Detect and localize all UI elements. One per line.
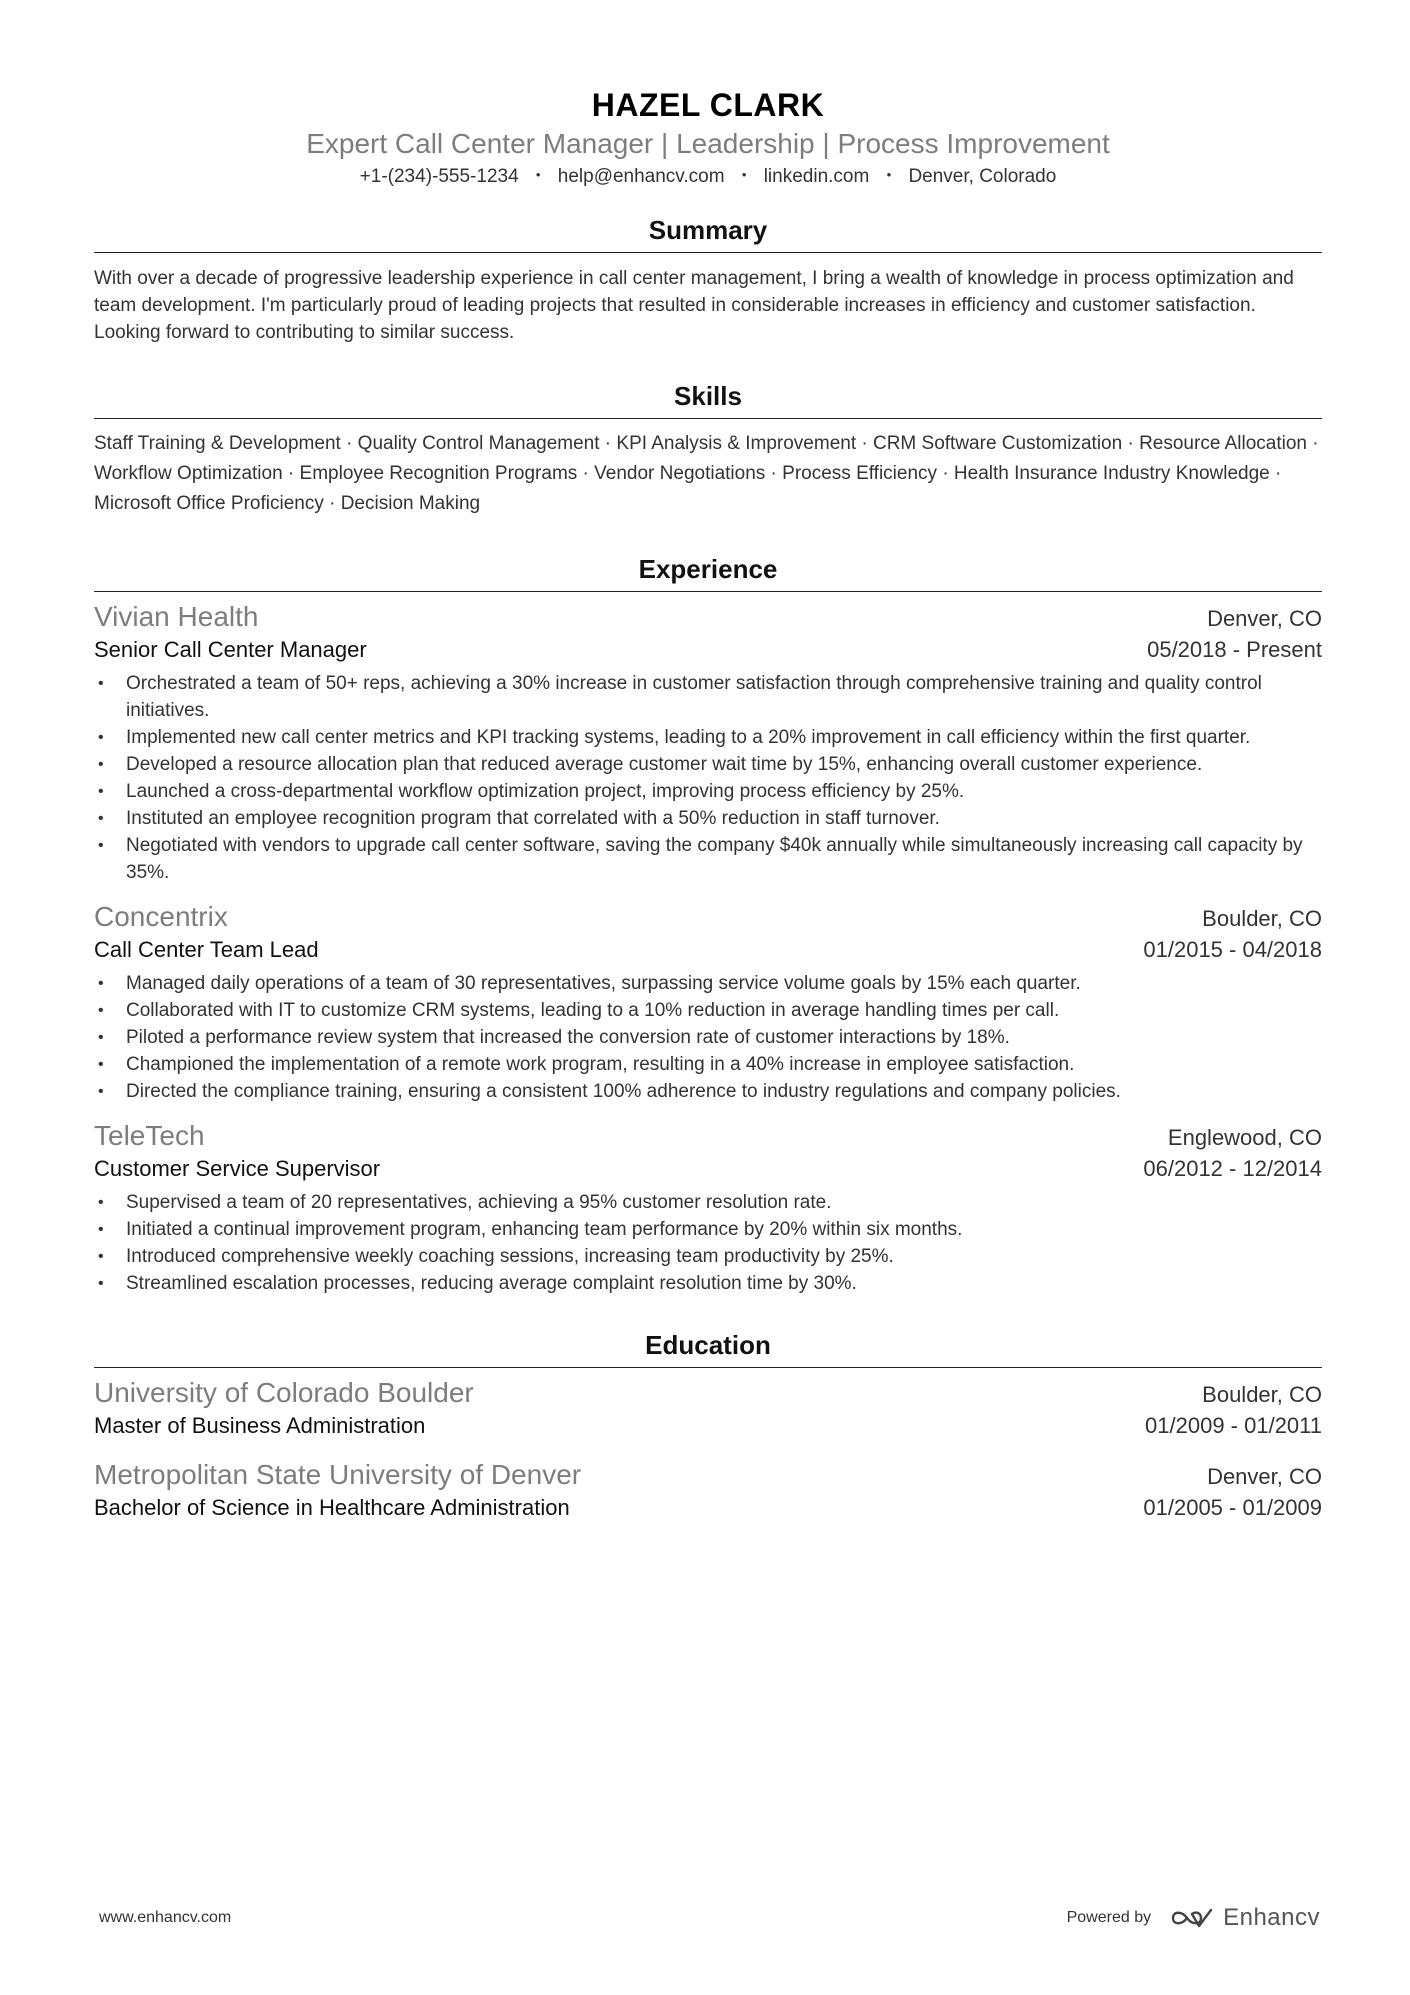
company-name: Vivian Health: [94, 601, 259, 633]
job-location: Denver, CO: [1207, 606, 1322, 632]
experience-entry: [94, 900, 1322, 1105]
bullet-icon: •: [98, 756, 104, 774]
enhancv-logo-icon: [1169, 1906, 1215, 1930]
achievement-list: [94, 970, 1322, 1105]
achievement-text: Launched a cross-departmental workflow optimization project, improving process efficiency by 25%.: [126, 781, 965, 803]
achievement-item: [98, 1270, 1322, 1297]
bullet-icon: •: [98, 783, 104, 801]
degree-name: Master of Business Administration: [94, 1413, 426, 1439]
job-title: Customer Service Supervisor: [94, 1156, 381, 1182]
achievement-item: [98, 778, 1322, 805]
section-title-education: Education: [94, 1329, 1322, 1368]
achievement-item: [98, 1078, 1322, 1105]
powered-by-label: Powered by: [1066, 1909, 1152, 1926]
entry-subheader: [94, 934, 1322, 966]
achievement-item: [98, 1051, 1322, 1078]
achievement-list: [94, 670, 1322, 886]
achievement-item: [98, 1189, 1322, 1216]
bullet-icon: •: [98, 810, 104, 828]
summary-section: [94, 214, 1322, 346]
contact-separator: •: [886, 167, 892, 182]
enhancv-logo[interactable]: [1169, 1904, 1320, 1932]
bullet-icon: •: [98, 975, 104, 993]
achievement-text: Directed the compliance training, ensuring a consistent 100% adherence to industry regulations and company policies.: [126, 1081, 1121, 1103]
summary-text: With over a decade of progressive leadership experience in call center management, I bring a wealth of knowledge in process optimization and team development. I'm particularly proud of leading projects that resulted in considerable increases in efficiency and customer satisfaction. Looking forward to contributing to similar success.: [94, 268, 1294, 344]
page-footer: [99, 1904, 1320, 1932]
contact-email: help@enhancv.com: [557, 166, 725, 188]
achievement-text: Orchestrated a team of 50+ reps, achieving a 30% increase in customer satisfaction through comprehensive training and quality control initiatives.: [126, 673, 1262, 722]
bullet-icon: •: [98, 1275, 104, 1293]
bullet-icon: •: [98, 1248, 104, 1266]
resume-page: [94, 0, 1322, 1524]
bullet-icon: •: [98, 837, 104, 855]
job-dates: 01/2015 - 04/2018: [1143, 937, 1322, 963]
achievement-item: [98, 670, 1322, 724]
school-name: Metropolitan State University of Denver: [94, 1459, 582, 1491]
bullet-icon: •: [98, 1083, 104, 1101]
company-name: Concentrix: [94, 901, 228, 933]
candidate-headline: Expert Call Center Manager | Leadership | Process Improvement: [306, 128, 1110, 159]
education-dates: 01/2009 - 01/2011: [1145, 1413, 1322, 1439]
achievement-item: [98, 1024, 1322, 1051]
school-location: Denver, CO: [1207, 1464, 1322, 1490]
contact-phone: +1-(234)-555-1234: [359, 166, 519, 188]
education-section: [94, 1329, 1322, 1524]
contact-separator: •: [535, 167, 541, 182]
entry-header: [94, 1458, 1322, 1492]
footer-branding: [1067, 1904, 1320, 1932]
section-title-skills: Skills: [94, 380, 1322, 419]
education-entry: [94, 1376, 1322, 1442]
degree-name: Bachelor of Science in Healthcare Administration: [94, 1495, 570, 1521]
bullet-icon: •: [98, 1056, 104, 1074]
contact-separator: •: [741, 167, 747, 182]
experience-entry: [94, 600, 1322, 886]
bullet-icon: •: [98, 1221, 104, 1239]
enhancv-brand-name: Enhancv: [1223, 1904, 1320, 1931]
job-dates: 05/2018 - Present: [1147, 637, 1322, 663]
job-location: Boulder, CO: [1202, 906, 1322, 932]
entry-subheader: [94, 634, 1322, 666]
bullet-icon: •: [98, 675, 104, 693]
achievement-item: [98, 724, 1322, 751]
education-entry: [94, 1458, 1322, 1524]
experience-section: [94, 553, 1322, 1297]
footer-website-link[interactable]: www.enhancv.com: [99, 1909, 232, 1926]
job-dates: 06/2012 - 12/2014: [1143, 1156, 1322, 1182]
achievement-text: Managed daily operations of a team of 30 representatives, surpassing service volume goals by 15% each quarter.: [126, 973, 1081, 995]
achievement-text: Implemented new call center metrics and KPI tracking systems, leading to a 20% improvement in call efficiency within the first quarter.: [126, 727, 1251, 749]
achievement-list: [94, 1189, 1322, 1297]
section-title-summary: Summary: [94, 214, 1322, 253]
achievement-text: Introduced comprehensive weekly coaching sessions, increasing team productivity by 25%.: [126, 1246, 894, 1268]
entry-subheader: [94, 1153, 1322, 1185]
job-title: Call Center Team Lead: [94, 937, 319, 963]
candidate-name: HAZEL CLARK: [591, 87, 825, 123]
achievement-text: Collaborated with IT to customize CRM systems, leading to a 10% reduction in average handling times per call.: [126, 1000, 1060, 1022]
job-title: Senior Call Center Manager: [94, 637, 367, 663]
achievement-item: [98, 751, 1322, 778]
company-name: TeleTech: [94, 1120, 205, 1152]
achievement-text: Streamlined escalation processes, reducing average complaint resolution time by 30%.: [126, 1273, 857, 1295]
skills-section: [94, 380, 1322, 519]
bullet-icon: •: [98, 729, 104, 747]
contact-location: Denver, Colorado: [908, 166, 1057, 188]
contact-line: [94, 164, 1322, 190]
achievement-text: Developed a resource allocation plan that reduced average customer wait time by 15%, enhancing overall customer experience.: [126, 754, 1203, 776]
entry-header: [94, 900, 1322, 934]
achievement-text: Instituted an employee recognition program that correlated with a 50% reduction in staff turnover.: [126, 808, 940, 830]
school-name: University of Colorado Boulder: [94, 1377, 474, 1409]
achievement-text: Negotiated with vendors to upgrade call center software, saving the company $40k annually while simultaneously increasing call capacity by 35%.: [126, 835, 1303, 884]
achievement-item: [98, 1216, 1322, 1243]
entry-header: [94, 600, 1322, 634]
job-location: Englewood, CO: [1167, 1125, 1322, 1151]
bullet-icon: •: [98, 1002, 104, 1020]
achievement-text: Piloted a performance review system that increased the conversion rate of customer interactions by 18%.: [126, 1027, 1010, 1049]
achievement-text: Initiated a continual improvement program, enhancing team performance by 20% within six months.: [126, 1219, 963, 1241]
achievement-item: [98, 805, 1322, 832]
achievement-item: [98, 832, 1322, 886]
entry-subheader: [94, 1410, 1322, 1442]
experience-entry: [94, 1119, 1322, 1297]
entry-subheader: [94, 1492, 1322, 1524]
achievement-item: [98, 997, 1322, 1024]
education-dates: 01/2005 - 01/2009: [1143, 1495, 1322, 1521]
school-location: Boulder, CO: [1202, 1382, 1322, 1408]
achievement-item: [98, 1243, 1322, 1270]
achievement-item: [98, 970, 1322, 997]
bullet-icon: •: [98, 1194, 104, 1212]
entry-header: [94, 1119, 1322, 1153]
entry-header: [94, 1376, 1322, 1410]
achievement-text: Championed the implementation of a remote work program, resulting in a 40% increase in employee satisfaction.: [126, 1054, 1075, 1076]
section-title-experience: Experience: [94, 553, 1322, 592]
skills-list: Staff Training & Development · Quality Control Management · KPI Analysis & Improvement · CRM Software Customization · Resource Allocation · Workflow Optimization · Employee Recognition Programs · Vendor Negotiations · Process Efficiency · Health Insurance Industry Knowledge · Microsoft Office Proficiency · Decision Making: [94, 433, 1319, 515]
resume-header: [94, 0, 1322, 190]
contact-linkedin: linkedin.com: [763, 166, 870, 188]
bullet-icon: •: [98, 1029, 104, 1047]
achievement-text: Supervised a team of 20 representatives, achieving a 95% customer resolution rate.: [126, 1192, 832, 1214]
